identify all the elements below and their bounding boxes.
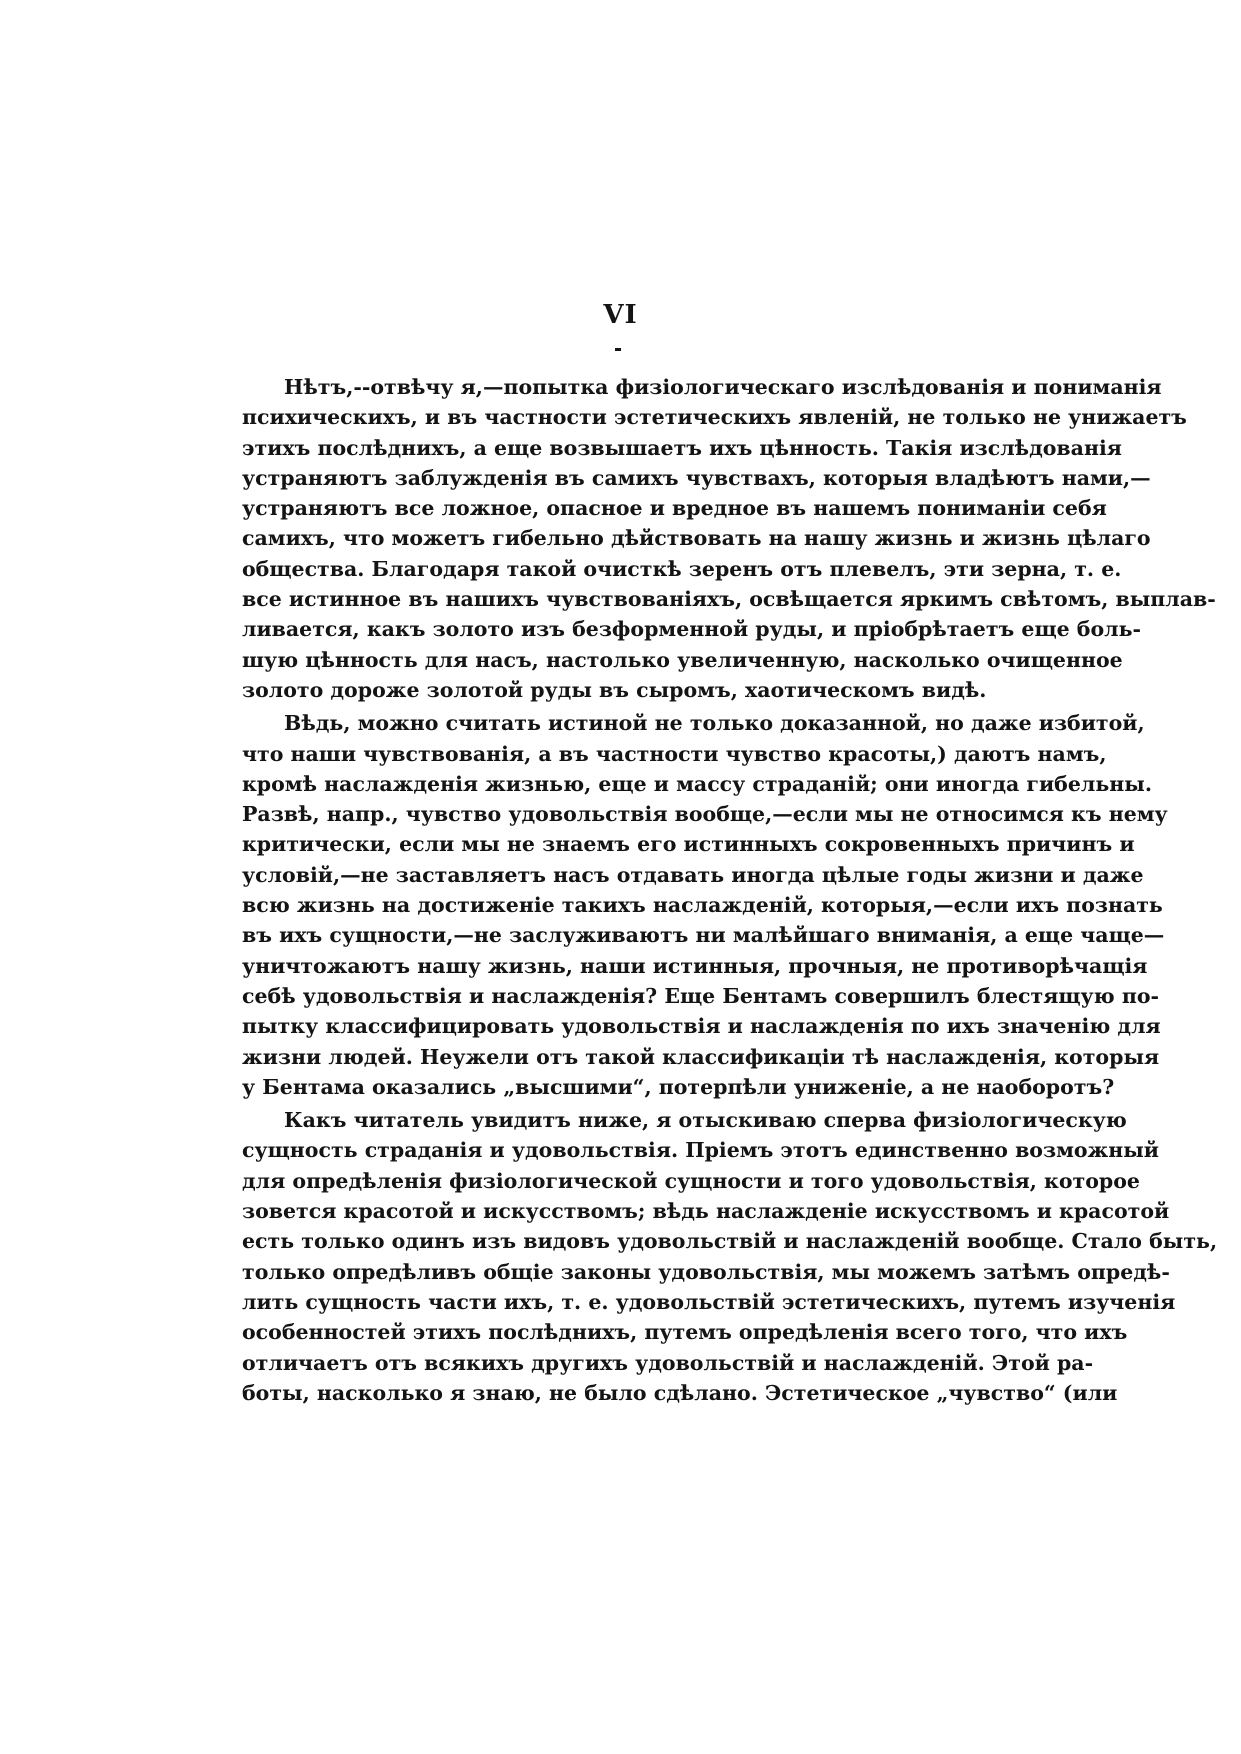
text-line: для опредѣленія физіологической сущности и того удовольствія, которое — [242, 1168, 1140, 1193]
text-line: уничтожаютъ нашу жизнь, наши истинныя, прочныя, не противорѣчащія — [242, 953, 1148, 978]
text-line: Нѣтъ,--отвѣчу я,—попытка физіологическаго изслѣдованія и пониманія — [284, 375, 1162, 399]
text-line: отличаетъ отъ всякихъ другихъ удовольствій и наслажденій. Этой ра- — [242, 1350, 1094, 1375]
text-line: пытку классифицировать удовольствія и наслажденія по ихъ значенію для — [242, 1014, 1161, 1039]
paragraph — [242, 372, 1216, 705]
text-line: устраняютъ заблужденія въ самихъ чувствахъ, которыя владѣютъ нами,— — [242, 465, 1151, 490]
text-line: этихъ послѣднихъ, а еще возвышаетъ ихъ цѣнность. Такія изслѣдованія — [242, 435, 1122, 460]
paragraph — [242, 1105, 1218, 1408]
text-line: что наши чувствованія, а въ частности чувство красоты,) даютъ намъ, — [242, 741, 1107, 766]
body-text — [242, 372, 1218, 1408]
page-number: VI — [603, 300, 638, 330]
text-line: психическихъ, и въ частности эстетическихъ явленій, не только не унижаетъ — [242, 405, 1187, 430]
paragraph — [242, 708, 1168, 1102]
text-line: устраняютъ все ложное, опасное и вредное въ нашемъ пониманіи себя — [242, 496, 1107, 521]
text-line: Вѣдь, можно считать истиной не только доказанной, но даже избитой, — [284, 711, 1145, 736]
text-line: себѣ удовольствія и наслажденія? Еще Бентамъ совершилъ блестящую по- — [242, 983, 1160, 1008]
text-line: особенностей этихъ послѣднихъ, путемъ опредѣленія всего того, что ихъ — [242, 1320, 1128, 1345]
text-line: только опредѣливъ общіе законы удовольствія, мы можемъ затѣмъ опредѣ- — [242, 1259, 1170, 1284]
text-line: Развѣ, напр., чувство удовольствія вообще,—если мы не относимся къ нему — [242, 802, 1168, 827]
text-line: кромѣ наслажденія жизнью, еще и массу страданій; они иногда гибельны. — [242, 771, 1152, 796]
text-line: всю жизнь на достиженіе такихъ наслажденій, которыя,—если ихъ познать — [242, 893, 1163, 918]
text-line: шую цѣнность для насъ, настолько увеличенную, насколько очищенное — [242, 647, 1123, 672]
text-line: у Бентама оказались „высшими“, потерпѣли униженіе, а не наоборотъ? — [242, 1074, 1115, 1099]
text-line: самихъ, что можетъ гибельно дѣйствовать на нашу жизнь и жизнь цѣлаго — [242, 526, 1151, 551]
text-line: въ ихъ сущности,—не заслуживаютъ ни малѣйшаго вниманія, а еще чаще— — [242, 923, 1165, 948]
text-line: все истинное въ нашихъ чувствованіяхъ, освѣщается яркимъ свѣтомъ, выплав- — [242, 587, 1216, 612]
text-line: золото дороже золотой руды въ сыромъ, хаотическомъ видѣ. — [242, 677, 987, 702]
page-number-dash — [615, 348, 621, 351]
text-line: общества. Благодаря такой очисткѣ зеренъ отъ плевелъ, эти зерна, т. е. — [242, 556, 1122, 581]
text-line: Какъ читатель увидитъ ниже, я отыскиваю сперва физіологическую — [284, 1108, 1127, 1133]
text-line: боты, насколько я знаю, не было сдѣлано. Эстетическое „чувство“ (или — [242, 1380, 1118, 1405]
text-line: критически, если мы не знаемъ его истинныхъ сокровенныхъ причинъ и — [242, 832, 1135, 857]
text-line: сущность страданія и удовольствія. Пріемъ этотъ единственно возможный — [242, 1138, 1160, 1163]
text-line: жизни людей. Неужели отъ такой классификаціи тѣ наслажденія, которыя — [242, 1044, 1160, 1069]
text-line: условій,—не заставляетъ насъ отдавать иногда цѣлые годы жизни и даже — [242, 862, 1144, 887]
text-line: зовется красотой и искусствомъ; вѣдь наслажденіе искусствомъ и красотой — [242, 1199, 1170, 1224]
text-line: есть только одинъ изъ видовъ удовольствій и наслажденій вообще. Стало быть, — [242, 1229, 1218, 1254]
text-line: ливается, какъ золото изъ безформенной руды, и пріобрѣтаетъ еще боль- — [242, 617, 1142, 642]
text-line: лить сущность части ихъ, т. е. удовольствій эстетическихъ, путемъ изученія — [242, 1289, 1176, 1314]
